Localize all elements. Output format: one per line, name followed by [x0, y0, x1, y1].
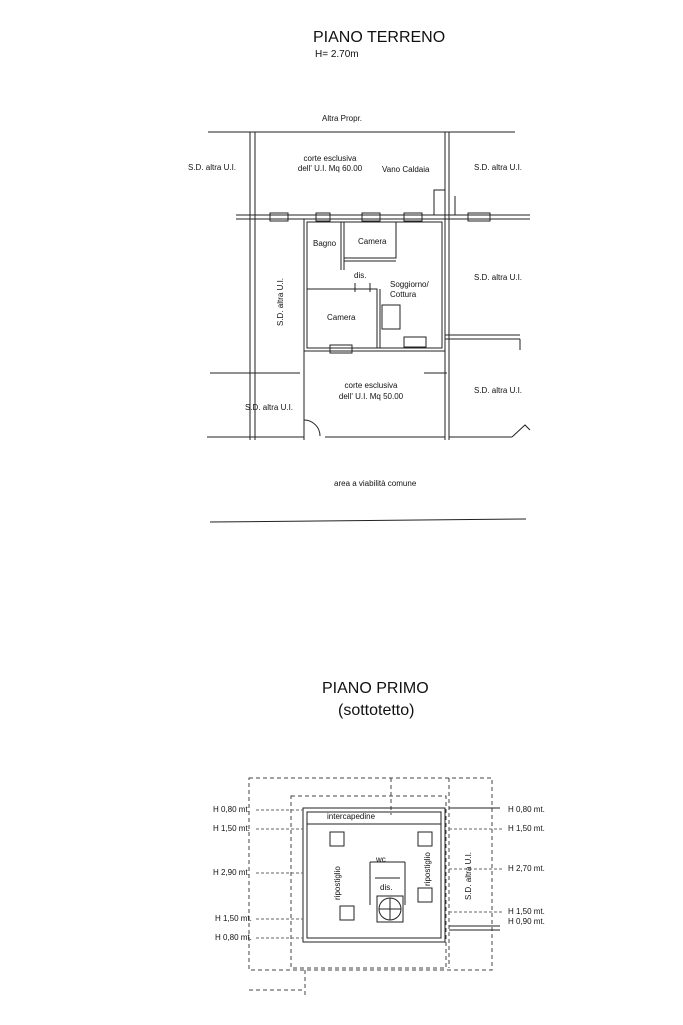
label-vano-caldaia: Vano Caldaia — [382, 165, 430, 174]
label-sd-left-bottom: S.D. altra U.I. — [245, 403, 294, 412]
label-sd-vertical: S.D. altra U.I. — [276, 277, 285, 326]
height-left-3: H 2,90 mt. — [213, 868, 250, 877]
height-left-5: H 0,80 mt. — [215, 933, 252, 942]
label-wc: wc — [376, 855, 386, 864]
label-corte-bottom-2: dell' U.I. Mq 50.00 — [338, 392, 404, 401]
height-left-1: H 0,80 mt. — [213, 805, 250, 814]
label-sd-vertical-first: S.D. altra U.I. — [464, 851, 473, 900]
height-left-2: H 1,50 mt. — [213, 824, 250, 833]
label-soggiorno-2: Cottura — [390, 290, 417, 299]
label-corte-top-1: corte esclusiva — [303, 154, 357, 163]
label-sd-right-bottom: S.D. altra U.I. — [474, 386, 523, 395]
label-intercapedine: intercapedine — [327, 812, 376, 821]
height-right-4: H 1,50 mt. — [508, 907, 545, 916]
label-area-comune: area a viabilità comune — [334, 479, 417, 488]
ground-floor-walls — [207, 132, 530, 522]
height-right-2: H 1,50 mt. — [508, 824, 545, 833]
label-camera-top: Camera — [358, 237, 387, 246]
ground-floor-height: H= 2.70m — [315, 49, 359, 60]
first-floor-subtitle: (sottotetto) — [338, 702, 415, 719]
height-right-3: H 2,70 mt. — [508, 864, 545, 873]
label-sd-right-top: S.D. altra U.I. — [474, 163, 523, 172]
label-corte-bottom-1: corte esclusiva — [344, 381, 398, 390]
label-sd-right-mid: S.D. altra U.I. — [474, 273, 523, 282]
label-sd-left-top: S.D. altra U.I. — [188, 163, 237, 172]
first-floor-title: PIANO PRIMO — [322, 680, 429, 697]
label-bagno: Bagno — [313, 239, 337, 248]
label-ripostiglio-right: ripostiglio — [423, 852, 432, 886]
height-left-4: H 1,50 mt. — [215, 914, 252, 923]
ground-floor-title: PIANO TERRENO — [313, 29, 446, 46]
label-dis-first: dis. — [380, 883, 393, 892]
label-dis: dis. — [354, 271, 367, 280]
label-camera-bottom: Camera — [327, 313, 356, 322]
height-right-1: H 0,80 mt. — [508, 805, 545, 814]
height-right-5: H 0,90 mt. — [508, 917, 545, 926]
label-corte-top-2: dell' U.I. Mq 60.00 — [297, 164, 363, 173]
label-ripostiglio-left: ripostiglio — [333, 866, 342, 900]
label-altra-propr: Altra Propr. — [322, 114, 363, 123]
label-soggiorno-1: Soggiorno/ — [390, 280, 429, 289]
